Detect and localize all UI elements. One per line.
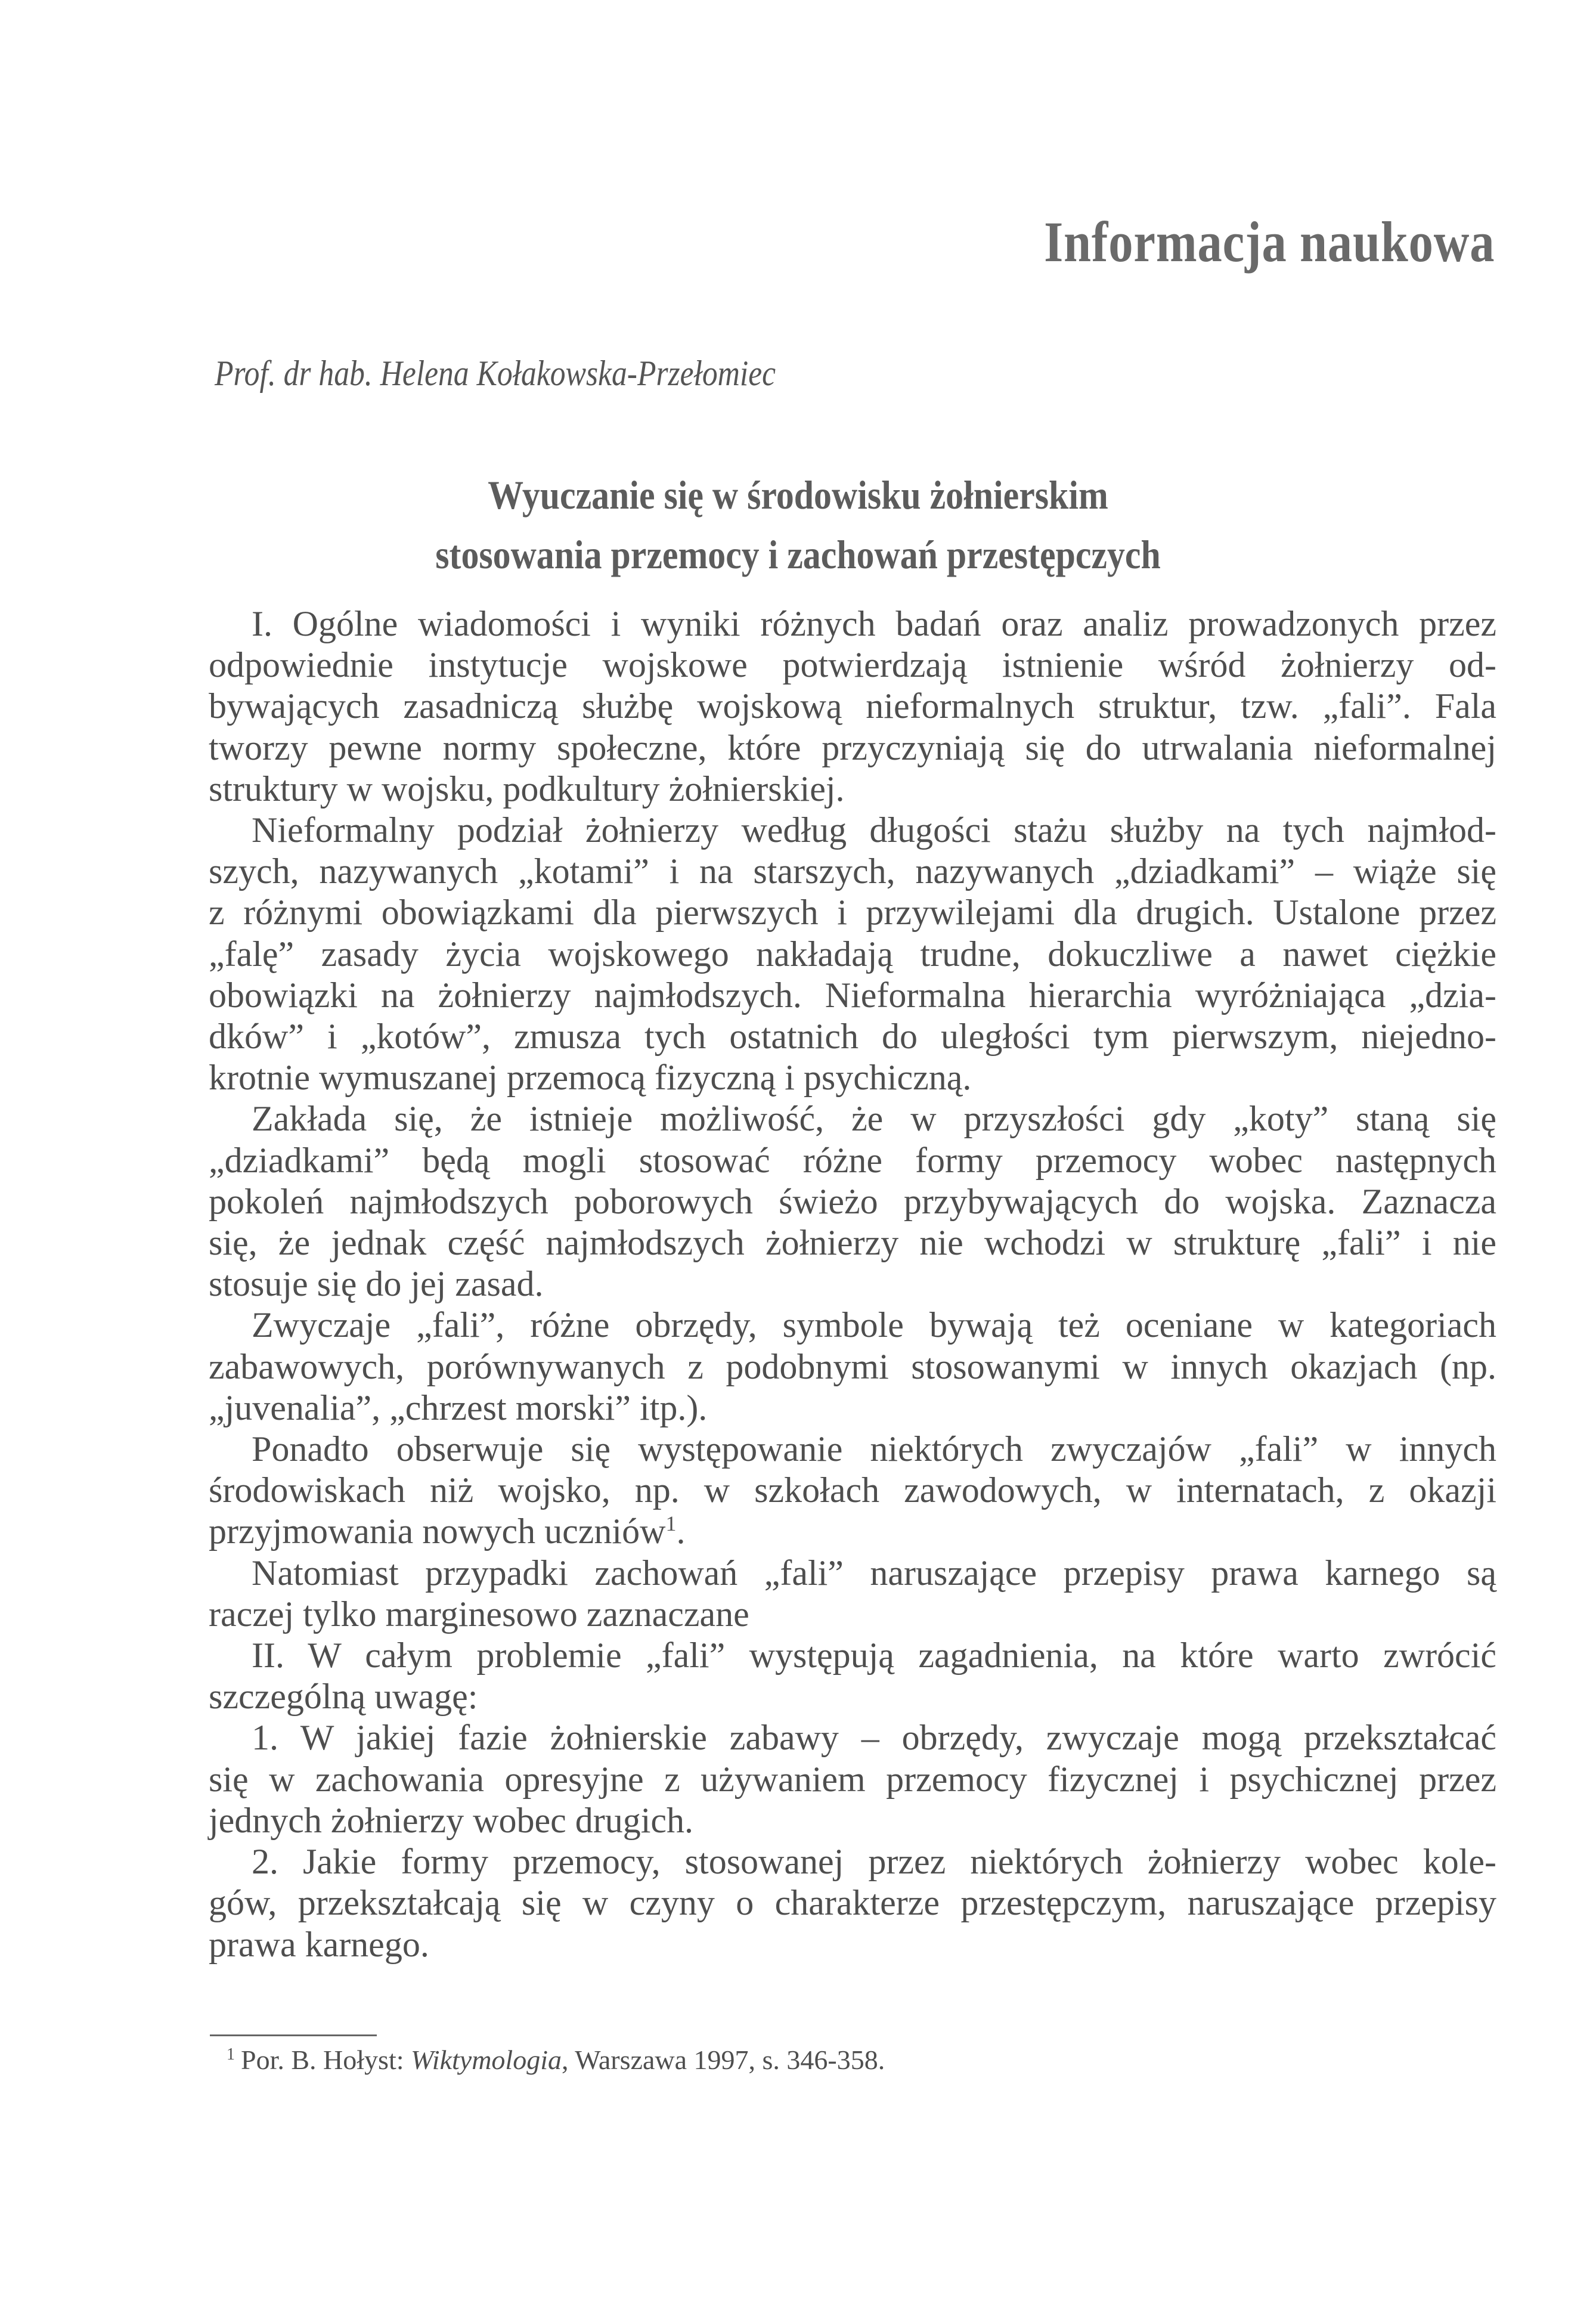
footnote-divider xyxy=(210,2034,377,2036)
article-title-line-2: stosowania przemocy i zachowań przestępczych xyxy=(435,532,1161,577)
text-line: Zakłada się, że istnieje możliwość, że w przyszłości gdy „koty” staną się xyxy=(252,1099,1496,1139)
footnote-ref-1[interactable]: 1 xyxy=(665,1512,677,1536)
text-line: szczególną uwagę: xyxy=(209,1677,478,1717)
text-line: gów, przekształcają się w czyny o charakterze przestępczym, naruszające przepisy xyxy=(209,1883,1496,1923)
text-line: z różnymi obowiązkami dla pierwszych i przywilejami dla drugich. Ustalone przez xyxy=(209,893,1496,933)
text-line: środowiskach niż wojsko, np. w szkołach zawodowych, w internatach, z okazji xyxy=(209,1470,1496,1510)
text-line: tworzy pewne normy społeczne, które przyczyniają się do utrwalania nieformalnej xyxy=(209,727,1496,767)
text-line: „dziadkami” będą mogli stosować różne formy przemocy wobec następnych xyxy=(209,1140,1496,1180)
text-line: się w zachowania opresyjne z używaniem przemocy fizycznej i psychicznej przez xyxy=(209,1759,1496,1799)
section-title: Informacja naukowa xyxy=(1043,210,1495,274)
footnote-book-title: Wiktymologia xyxy=(411,2045,562,2075)
text-line: krotnie wymuszanej przemocą fizyczną i psychiczną. xyxy=(209,1058,972,1098)
text-fragment: . xyxy=(676,1512,686,1551)
text-line xyxy=(209,1511,1496,1552)
paragraph-2 xyxy=(209,810,1496,1098)
paragraph-5 xyxy=(209,1429,1496,1553)
text-line: się, że jednak część najmłodszych żołnierzy nie wchodzi w strukturę „fali” i nie xyxy=(209,1223,1496,1263)
text-line: szych, nazywanych „kotami” i na starszych, nazywanych „dziadkami” – wiąże się xyxy=(209,851,1496,891)
text-line: Zwyczaje „fali”, różne obrzędy, symbole bywają też oceniane w kategoriach xyxy=(252,1305,1496,1345)
article-author: Prof. dr hab. Helena Kołakowska-Przełomiec xyxy=(215,354,776,393)
text-line: 2. Jakie formy przemocy, stosowanej przez niektórych żołnierzy wobec kole- xyxy=(252,1842,1496,1882)
paragraph-6 xyxy=(209,1553,1496,1635)
text-fragment: przyjmowania nowych uczniów xyxy=(209,1512,666,1551)
text-line: struktury w wojsku, podkultury żołnierskiej. xyxy=(209,769,845,809)
text-line: Natomiast przypadki zachowań „fali” naruszające przepisy prawa karnego są xyxy=(252,1553,1496,1593)
text-line: Nieformalny podział żołnierzy według długości stażu służby na tych najmłod- xyxy=(252,810,1496,850)
paragraph-1 xyxy=(209,603,1496,810)
text-line: „falę” zasady życia wojskowego nakładają trudne, dokuczliwe a nawet ciężkie xyxy=(209,934,1496,974)
footnote-prefix: Por. B. Hołyst: xyxy=(241,2045,411,2075)
paragraph-8 xyxy=(209,1717,1496,1841)
paragraph-7 xyxy=(209,1635,1496,1717)
footnote-suffix: , Warszawa 1997, s. 346-358. xyxy=(561,2045,885,2075)
text-line: II. W całym problemie „fali” występują zagadnienia, na które warto zwrócić xyxy=(252,1636,1496,1676)
text-line: 1. W jakiej fazie żołnierskie zabawy – obrzędy, zwyczaje mogą przekształcać xyxy=(252,1718,1496,1758)
footnote-1 xyxy=(227,2044,885,2076)
text-line: obowiązki na żołnierzy najmłodszych. Nieformalna hierarchia wyróżniająca „dzia- xyxy=(209,975,1496,1015)
article-title-line-1: Wyuczanie się w środowisku żołnierskim xyxy=(488,472,1108,518)
paragraph-9 xyxy=(209,1841,1496,1965)
text-line: dków” i „kotów”, zmusza tych ostatnich do uległości tym pierwszym, niejedno- xyxy=(209,1017,1496,1057)
article-title xyxy=(0,465,1596,584)
footnote-number: 1 xyxy=(227,2045,235,2064)
text-line: zabawowych, porównywanych z podobnymi stosowanymi w innych okazjach (np. xyxy=(209,1346,1496,1386)
text-line: „juvenalia”, „chrzest morski” itp.). xyxy=(209,1388,708,1427)
article-body xyxy=(209,603,1496,1965)
text-line: stosuje się do jej zasad. xyxy=(209,1264,544,1304)
paragraph-3 xyxy=(209,1098,1496,1305)
text-line: raczej tylko marginesowo zaznaczane xyxy=(209,1594,749,1634)
text-line: odpowiednie instytucje wojskowe potwierdzają istnienie wśród żołnierzy od- xyxy=(209,645,1496,685)
text-line: prawa karnego. xyxy=(209,1924,429,1964)
text-line: jednych żołnierzy wobec drugich. xyxy=(209,1800,694,1840)
text-line: pokoleń najmłodszych poborowych świeżo przybywających do wojska. Zaznacza xyxy=(209,1181,1496,1221)
paragraph-4 xyxy=(209,1305,1496,1429)
text-line: bywających zasadniczą służbę wojskową nieformalnych struktur, tzw. „fali”. Fala xyxy=(209,686,1496,726)
text-line: I. Ogólne wiadomości i wyniki różnych badań oraz analiz prowadzonych przez xyxy=(252,604,1496,643)
text-line: Ponadto obserwuje się występowanie niektórych zwyczajów „fali” w innych xyxy=(252,1429,1496,1469)
